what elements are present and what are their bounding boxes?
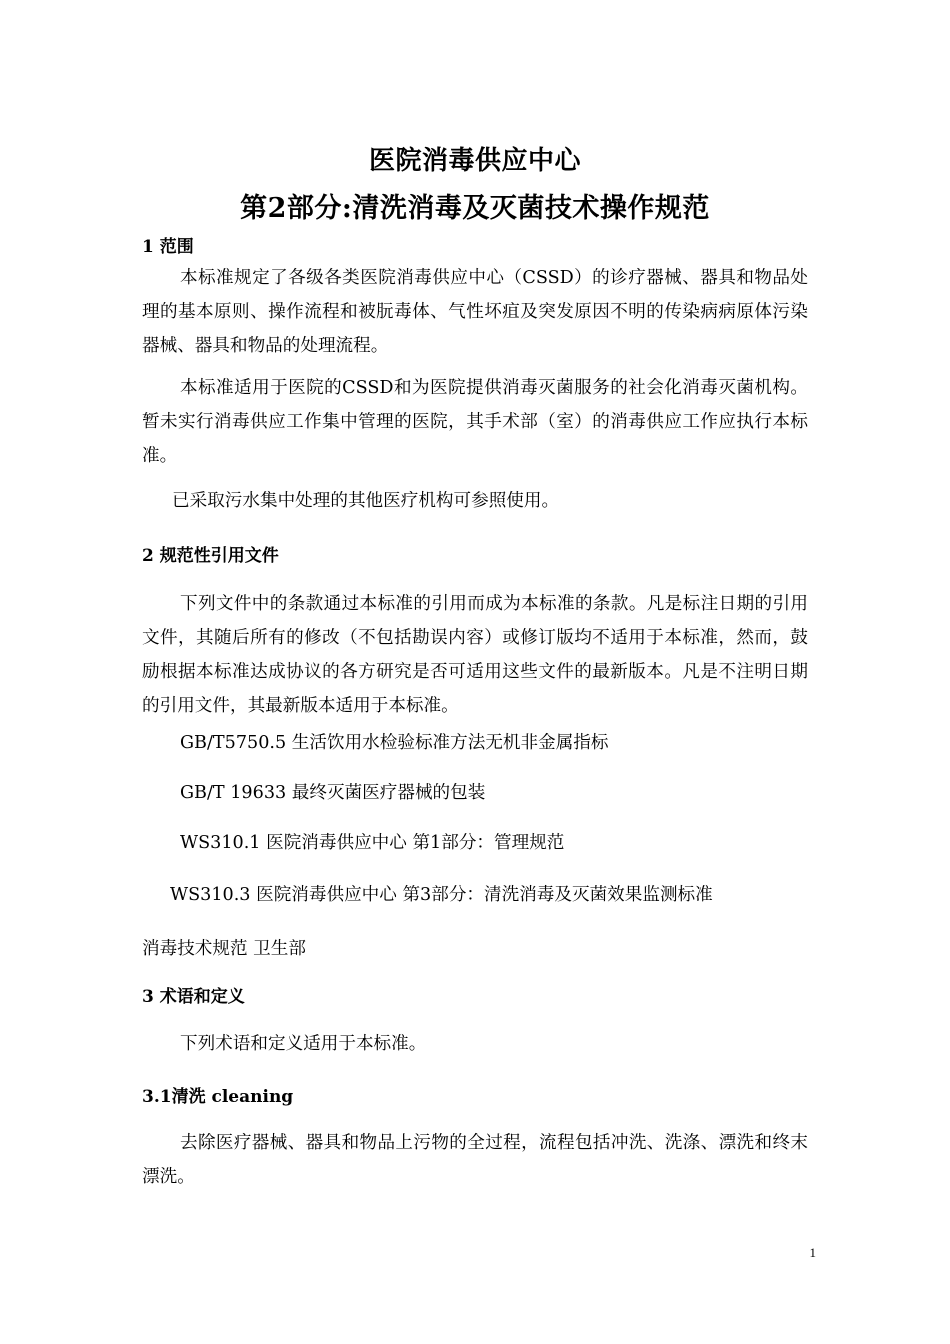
paragraph-references-1: 下列文件中的条款通过本标准的引用而成为本标准的条款。凡是标注日期的引用文件，其随后所有的修改（不包括勘误内容）或修订版均不适用于本标准，然而，鼓励根据本标准达成协议的各方研究是否可适用这些文件的最新版本。凡是不注明日期的引用文件，其最新版本适用于本标准。 [142, 594, 808, 716]
reference-item: WS310.3 医院消毒供应中心 第3部分：清洗消毒及灭菌效果监测标准 [170, 885, 713, 905]
document-subtitle: 第2部分:清洗消毒及灭菌技术操作规范 [240, 193, 710, 224]
paragraph-terms-1: 下列术语和定义适用于本标准。 [180, 1034, 427, 1054]
paragraph-scope-2: 本标准适用于医院的CSSD和为医院提供消毒灭菌服务的社会化消毒灭菌机构。暂未实行消毒供应工作集中管理的医院，其手术部（室）的消毒供应工作应执行本标准。 [142, 378, 808, 466]
section-heading-references: 2 规范性引用文件 [142, 546, 279, 566]
page-number: 1 [809, 1245, 816, 1260]
paragraph-scope-1: 本标准规定了各级各类医院消毒供应中心（CSSD）的诊疗器械、器具和物品处理的基本原则、操作流程和被朊毒体、气性坏疽及突发原因不明的传染病病原体污染器械、器具和物品的处理流程。 [142, 268, 808, 356]
section-heading-terms: 3 术语和定义 [142, 987, 245, 1007]
reference-item: WS310.1 医院消毒供应中心 第1部分：管理规范 [180, 833, 565, 853]
reference-item: 消毒技术规范 卫生部 [142, 939, 306, 959]
subsection-heading-cleaning: 3.1清洗 cleaning [142, 1087, 294, 1107]
paragraph-scope-3: 已采取污水集中处理的其他医疗机构可参照使用。 [172, 491, 560, 511]
section-heading-scope: 1 范围 [142, 237, 194, 257]
document-title: 医院消毒供应中心 [368, 146, 581, 176]
paragraph-cleaning-1: 去除医疗器械、器具和物品上污物的全过程，流程包括冲洗、洗涤、漂洗和终末漂洗。 [142, 1133, 808, 1187]
reference-item: GB/T5750.5 生活饮用水检验标准方法无机非金属指标 [180, 733, 609, 753]
reference-item: GB/T 19633 最终灭菌医疗器械的包装 [180, 783, 486, 803]
